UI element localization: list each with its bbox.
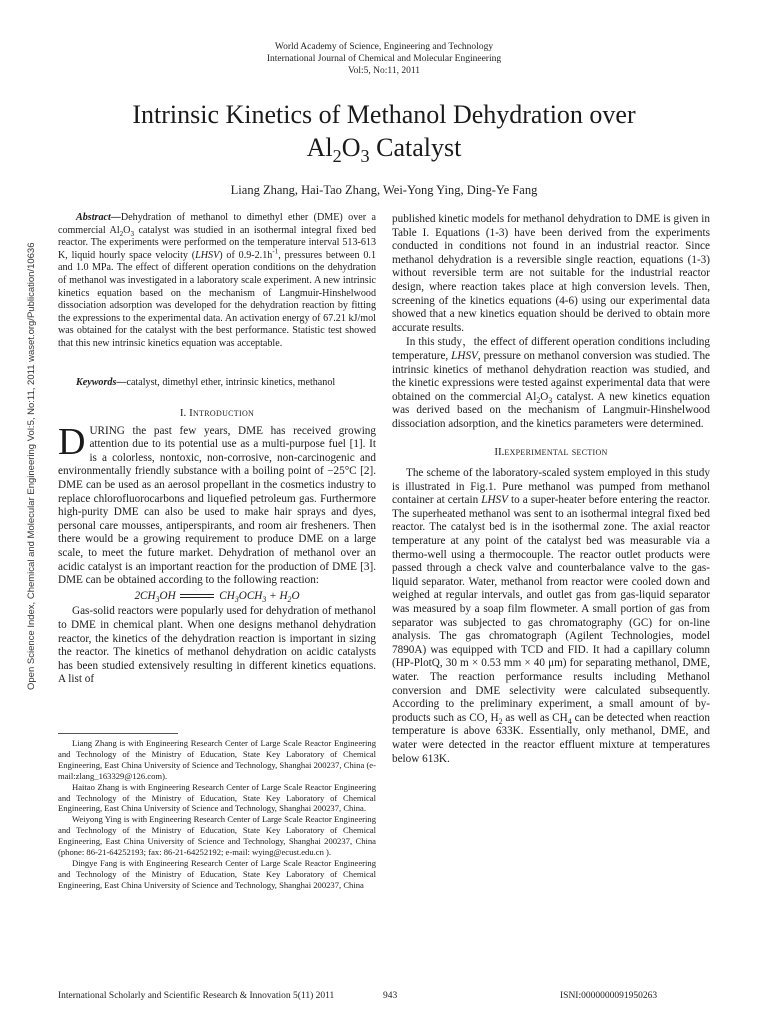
header-line-1: World Academy of Science, Engineering and Technology xyxy=(274,42,494,52)
introduction-heading: I. Introduction xyxy=(179,407,255,419)
abstract-label: Abstract xyxy=(76,212,111,223)
dropcap: D xyxy=(58,420,86,463)
sidebar-publication-info xyxy=(26,242,40,690)
keywords: Keywords—catalyst, dimethyl ether, intrinsic kinetics, methanol xyxy=(76,377,336,388)
journal-header xyxy=(0,41,768,77)
page-number: 943 xyxy=(383,991,398,1001)
introduction-section xyxy=(58,407,376,687)
header-line-3: Vol:5, No:11, 2011 xyxy=(348,66,420,76)
sidebar-text: Open Science Index, Chemical and Molecular Engineering Vol:5, No:11, 2011 waset.org/Publication/10636 xyxy=(26,242,37,690)
right-column xyxy=(392,213,710,766)
footnote: Haitao Zhang is with Engineering Research Center of Large Scale Reactor Engineering and Technology of the Ministry of Education, State Key Laboratory of Chemical Engineering, East China University of Science and Technology, Shanghai 200237, China. xyxy=(58,781,376,814)
equilibrium-arrow-icon xyxy=(180,591,214,601)
footnote: Liang Zhang is with Engineering Research Center of Large Scale Reactor Engineering and Technology of the Ministry of Education, State Key Laboratory of Chemical Engineering, East China University of Science and Technology, Shanghai 200237, China (e-mail:zlang_163329@126.com). xyxy=(58,738,376,781)
footnote: Dingye Fang is with Engineering Research Center of Large Scale Reactor Engineering and Technology of the Ministry of Education, State Key Laboratory of Chemical Engineering, East China University of Science and Technology, Shanghai 200237, China xyxy=(58,857,376,890)
footnote: Weiyong Ying is with Engineering Research Center of Large Scale Reactor Engineering and Technology of the Ministry of Education, State Key Laboratory of Chemical Engineering, East China University of Science and Technology, Shanghai 200237, China (phone: 86-21-64252193; fax: 86-21-64252192; e-mail: wying@ecust.edu.cn ). xyxy=(58,814,376,858)
paper-title xyxy=(40,98,728,167)
author-footnotes xyxy=(58,738,376,891)
authors: Liang Zhang, Hai-Tao Zhang, Wei-Yong Ying, Ding-Ye Fang xyxy=(230,183,538,197)
header-line-2: International Journal of Chemical and Molecular Engineering xyxy=(266,54,502,64)
right-paragraph-3: The scheme of the laboratory-scaled system employed in this study is illustrated in Fig.1. Pure methanol was pumped from methanol container at certain LHSV to a super-heater before entering the reactor. The superheated methanol was sent to an isothermal integral fixed bed reactor. The catalyst bed is in the isothermal zone. The axial reactor temperature at any point of the catalyst bed was measurable via a thermo-well using a thermocouple. The reactor outlet products were passed through a check valve and counterbalance valve to the gas-liquid separator. Water, methanol from reactor were cooled down and weighed at regular intervals, and outlet gas from gas-liquid separator was measured by a soap film flowmeter. A small portion of gas from separator was subjected to gas chromatography (GC) for on-line analysis. The gas chromatograph (Agilent Technologies, model 7890A) was equipped with TCD and FID. It had a capillary column (HP-PlotQ, 30 m × 0.53 mm × 40 μm) for separating methanol, DME, water. The reaction performance results including Methanol conversion and DME selectivity were calculated subsequently. According to the preliminary experiment, a small amount of by-products such as CO, $H_2$ as well as $CH_4$ can be detected when reaction temperature is above 633K. Essentially, only methanol, DME, and water were detected in the reactor effluent mixture at temperatures below 613K. xyxy=(392,467,710,765)
footnote-rule xyxy=(58,733,178,734)
footer-isni: ISNI:0000000091950263 xyxy=(560,991,658,1001)
keywords-text: catalyst, dimethyl ether, intrinsic kinetics, methanol xyxy=(126,377,336,388)
right-paragraph-1: published kinetic models for methanol dehydration to DME is given in Table I. Equations (1-3) have been derived from the experiments conducted in conditions not found in an industrial reactor. Since methanol dehydration is a reversible single reaction, equations (1-3) without reversible term are not suitable for the industrial reactor design, where reaction takes place at high conversion levels. Then, screening of the kinetics equations (4-6) using our experimental data showed that a new kinetics equation should be derived to obtain more accurate results. xyxy=(392,213,710,334)
footer-journal: International Scholarly and Scientific Research & Innovation 5(11) 2011 xyxy=(58,991,335,1001)
title-line-1: Intrinsic Kinetics of Methanol Dehydration over xyxy=(132,100,636,129)
abstract: Abstract—Dehydration of methanol to dimethyl ether (DME) over a commercial $Al_2O_3$ catalyst was studied in an isothermal integral fixed bed reactor. The experiments were performed on the temperature interval 513-613 K, liquid hourly space velocity (LHSV) of $0.9-2.1h^{-1}$, pressures between 0.1 and 1.0 MPa. The effect of different operation conditions on the dehydration of methanol was investigated in a laboratory scale experiment. A new intrinsic kinetics equation based on the mechanism of Langmuir-Hinshelwood dissociation adsorption was developed for the dehydration reaction by fitting the expressions to the experimental data. An activation energy of 67.21 kJ/mol was obtained for the catalyst with the best performance. Statistic test showed that this new intrinsic kinetics equation was acceptable. xyxy=(58,212,376,349)
keywords-label: Keywords xyxy=(76,377,117,388)
intro-paragraph-2: Gas-solid reactors were popularly used for dehydration of methanol to DME in chemical plant. When one designs methanol dehydration reactor, the kinetics of the dehydration reaction is important in sizing the reactor. The kinetics of methanol dehydration on acidic catalysts has been studied extensively resulting in different kinetics equations. A list of xyxy=(58,605,376,686)
right-paragraph-2: In this study，the effect of different operation conditions including temperature, LHSV, pressure on methanol conversion was studied. The intrinsic kinetics of methanol dehydration reaction was studied, and the kinetic expressions were tested against experimental data that were obtained on the commercial $Al_2O_3$ catalyst. A new kinetics equation was derived based on the mechanism of Langmuir-Hinshelwood dissociation adsorption, and the kinetics parameters were determined. xyxy=(392,336,710,430)
reaction-equation: $2CH_3OH$ $CH_3OCH_3 + H_2O$ xyxy=(134,589,300,604)
intro-paragraph-1: URING the past few years, DME has received growing attention due to its potential use as a multi-purpose fuel [1]. It is a colorless, nontoxic, non-corrosive, non-carcinogenic and environmentally friendly substance with a boiling point of −25°C [2]. DME can be used as an aerosol propellant in the cosmetics industry to replace chlorofluorocarbons and liquefied petroleum gas. Furthermore high-purity DME can also be used to make hair sprays and dyes, personal care mousses, antiperspirants, and room air fresheners. Then there would be a growing requirement to produce DME on a large scale, to meet the future market. Dehydration of methanol over an acidic catalyst is an important reaction for the production of DME [3]. DME can be obtained according to the following reaction: xyxy=(58,424,376,587)
experimental-heading: II.experimental section xyxy=(494,445,608,458)
title-line-2: $Al_2O_3$ Catalyst xyxy=(306,133,462,167)
